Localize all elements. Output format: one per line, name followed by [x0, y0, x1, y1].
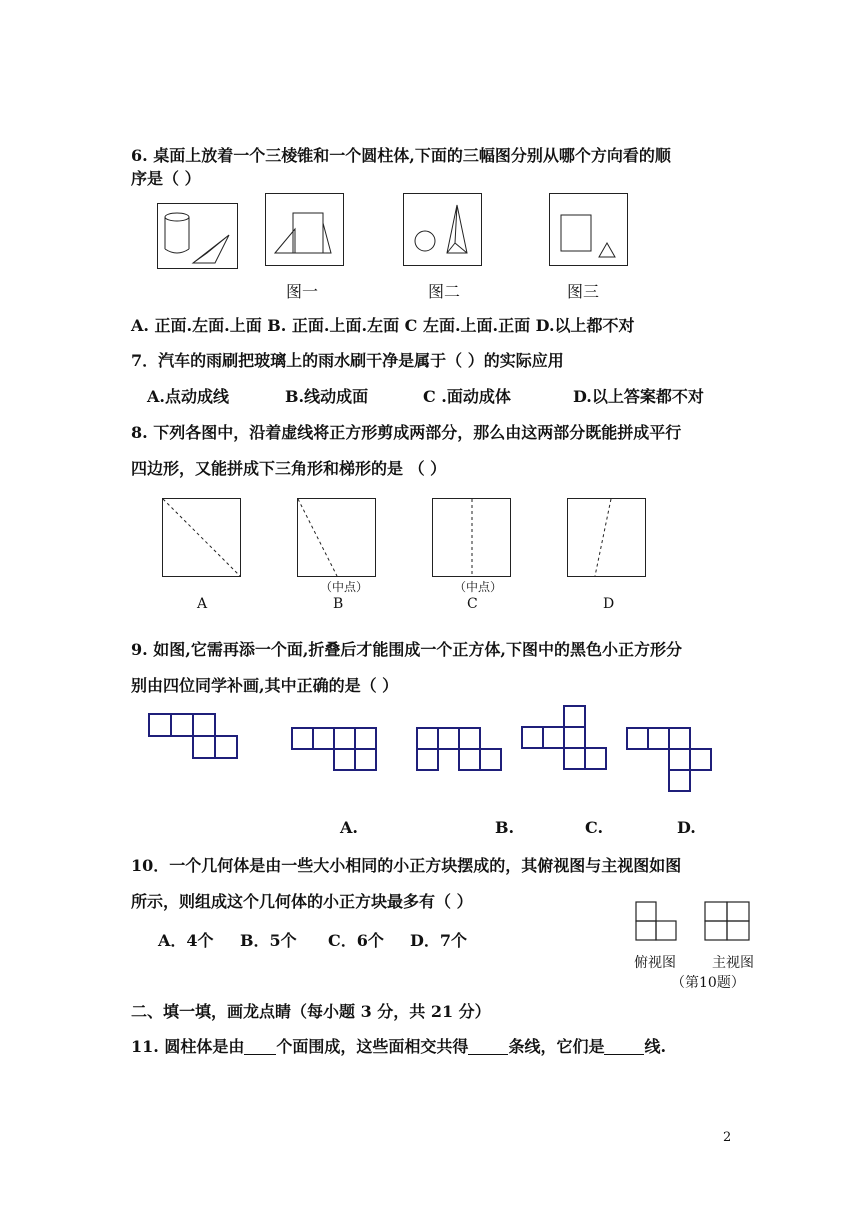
q10-top-view [635, 901, 683, 943]
q11-blank-3[interactable] [604, 1038, 644, 1055]
q6-fig-label-2: 图二 [428, 282, 461, 301]
q9-letter-a: A. [340, 818, 358, 837]
q11-part-4: 线. [644, 1037, 667, 1056]
q11-part-1: 11. 圆柱体是由 [131, 1037, 245, 1056]
q8-square-b [297, 498, 377, 578]
q10-option-d: D．7个 [410, 931, 468, 950]
q9-letter-c: C. [585, 818, 604, 837]
q9-original-net [148, 713, 242, 761]
q6-options: A. 正面.左面.上面 B. 正面.上面.左面 C 左面.上面.正面 D.以上都不对 [131, 316, 635, 335]
q7-option-a: A.点动成线 [147, 387, 229, 406]
q9-line2: 别由四位同学补画,其中正确的是（ ） [131, 676, 399, 695]
q10-option-c: C．6个 [328, 931, 384, 950]
q8-midpoint-b: （中点） [320, 580, 369, 594]
q8-square-d [567, 498, 647, 578]
q6-scene-figure [157, 203, 239, 271]
q9-net-b [416, 727, 506, 775]
q11-sentence [131, 1034, 666, 1057]
q6-line2: 序是（ ） [131, 169, 201, 188]
q7-option-c: C .面动成体 [423, 387, 511, 406]
q7-option-d: D.以上答案都不对 [573, 387, 704, 406]
q8-letter-d: D [603, 596, 615, 612]
q10-option-b: B．5个 [240, 931, 297, 950]
q9-net-c [521, 705, 611, 775]
q6-figure-1 [265, 193, 345, 267]
q8-square-a [162, 498, 242, 578]
q10-front-view-label: 主视图 [712, 955, 754, 971]
q10-line1: 10．一个几何体是由一些大小相同的小正方块摆成的，其俯视图与主视图如图 [131, 856, 682, 875]
q9-letter-d: D. [677, 818, 696, 837]
q11-blank-1[interactable] [244, 1038, 276, 1055]
q9-net-a [291, 727, 381, 775]
q11-part-2: 个面围成，这些面相交共得 [276, 1037, 469, 1056]
q10-line2: 所示，则组成这个几何体的小正方块最多有（ ） [131, 892, 473, 911]
q8-line2: 四边形，又能拼成下三角形和梯形的是 （ ） [131, 459, 447, 478]
cylinder-top [165, 213, 189, 221]
q9-net-d [626, 727, 716, 797]
q10-front-view [704, 901, 752, 943]
q6-figure-3 [549, 193, 629, 267]
q9-letter-b: B. [495, 818, 515, 837]
q11-blank-2[interactable] [468, 1038, 508, 1055]
pyramid [193, 235, 229, 263]
q7-option-b: B.线动成面 [285, 387, 369, 406]
q8-midpoint-c: （中点） [454, 580, 503, 594]
q6-figure-2 [403, 193, 483, 267]
q8-letter-b: B [333, 596, 344, 612]
q6-line1: 6. 桌面上放着一个三棱锥和一个圆柱体,下面的三幅图分别从哪个方向看的顺 [131, 146, 671, 165]
q6-fig-label-1: 图一 [286, 282, 319, 301]
section-2-heading: 二、填一填，画龙点睛（每小题 3 分，共 21 分） [131, 1002, 491, 1021]
q8-letter-c: C [467, 596, 478, 612]
q9-line1: 9. 如图,它需再添一个面,折叠后才能围成一个正方体,下图中的黑色小正方形分 [131, 640, 682, 659]
q10-top-view-label: 俯视图 [634, 955, 676, 971]
q6-fig-label-3: 图三 [567, 282, 600, 301]
q10-caption: （第10题） [671, 975, 745, 991]
q8-letter-a: A [197, 596, 208, 612]
page-number: 2 [723, 1130, 732, 1145]
q11-part-3: 条线，它们是 [508, 1037, 605, 1056]
q8-line1: 8. 下列各图中，沿着虚线将正方形剪成两部分，那么由这两部分既能拼成平行 [131, 423, 682, 442]
q8-square-c [432, 498, 512, 578]
q7-text: 7．汽车的雨刷把玻璃上的雨水刷干净是属于（ ）的实际应用 [131, 351, 564, 370]
q10-option-a: A．4个 [158, 931, 214, 950]
